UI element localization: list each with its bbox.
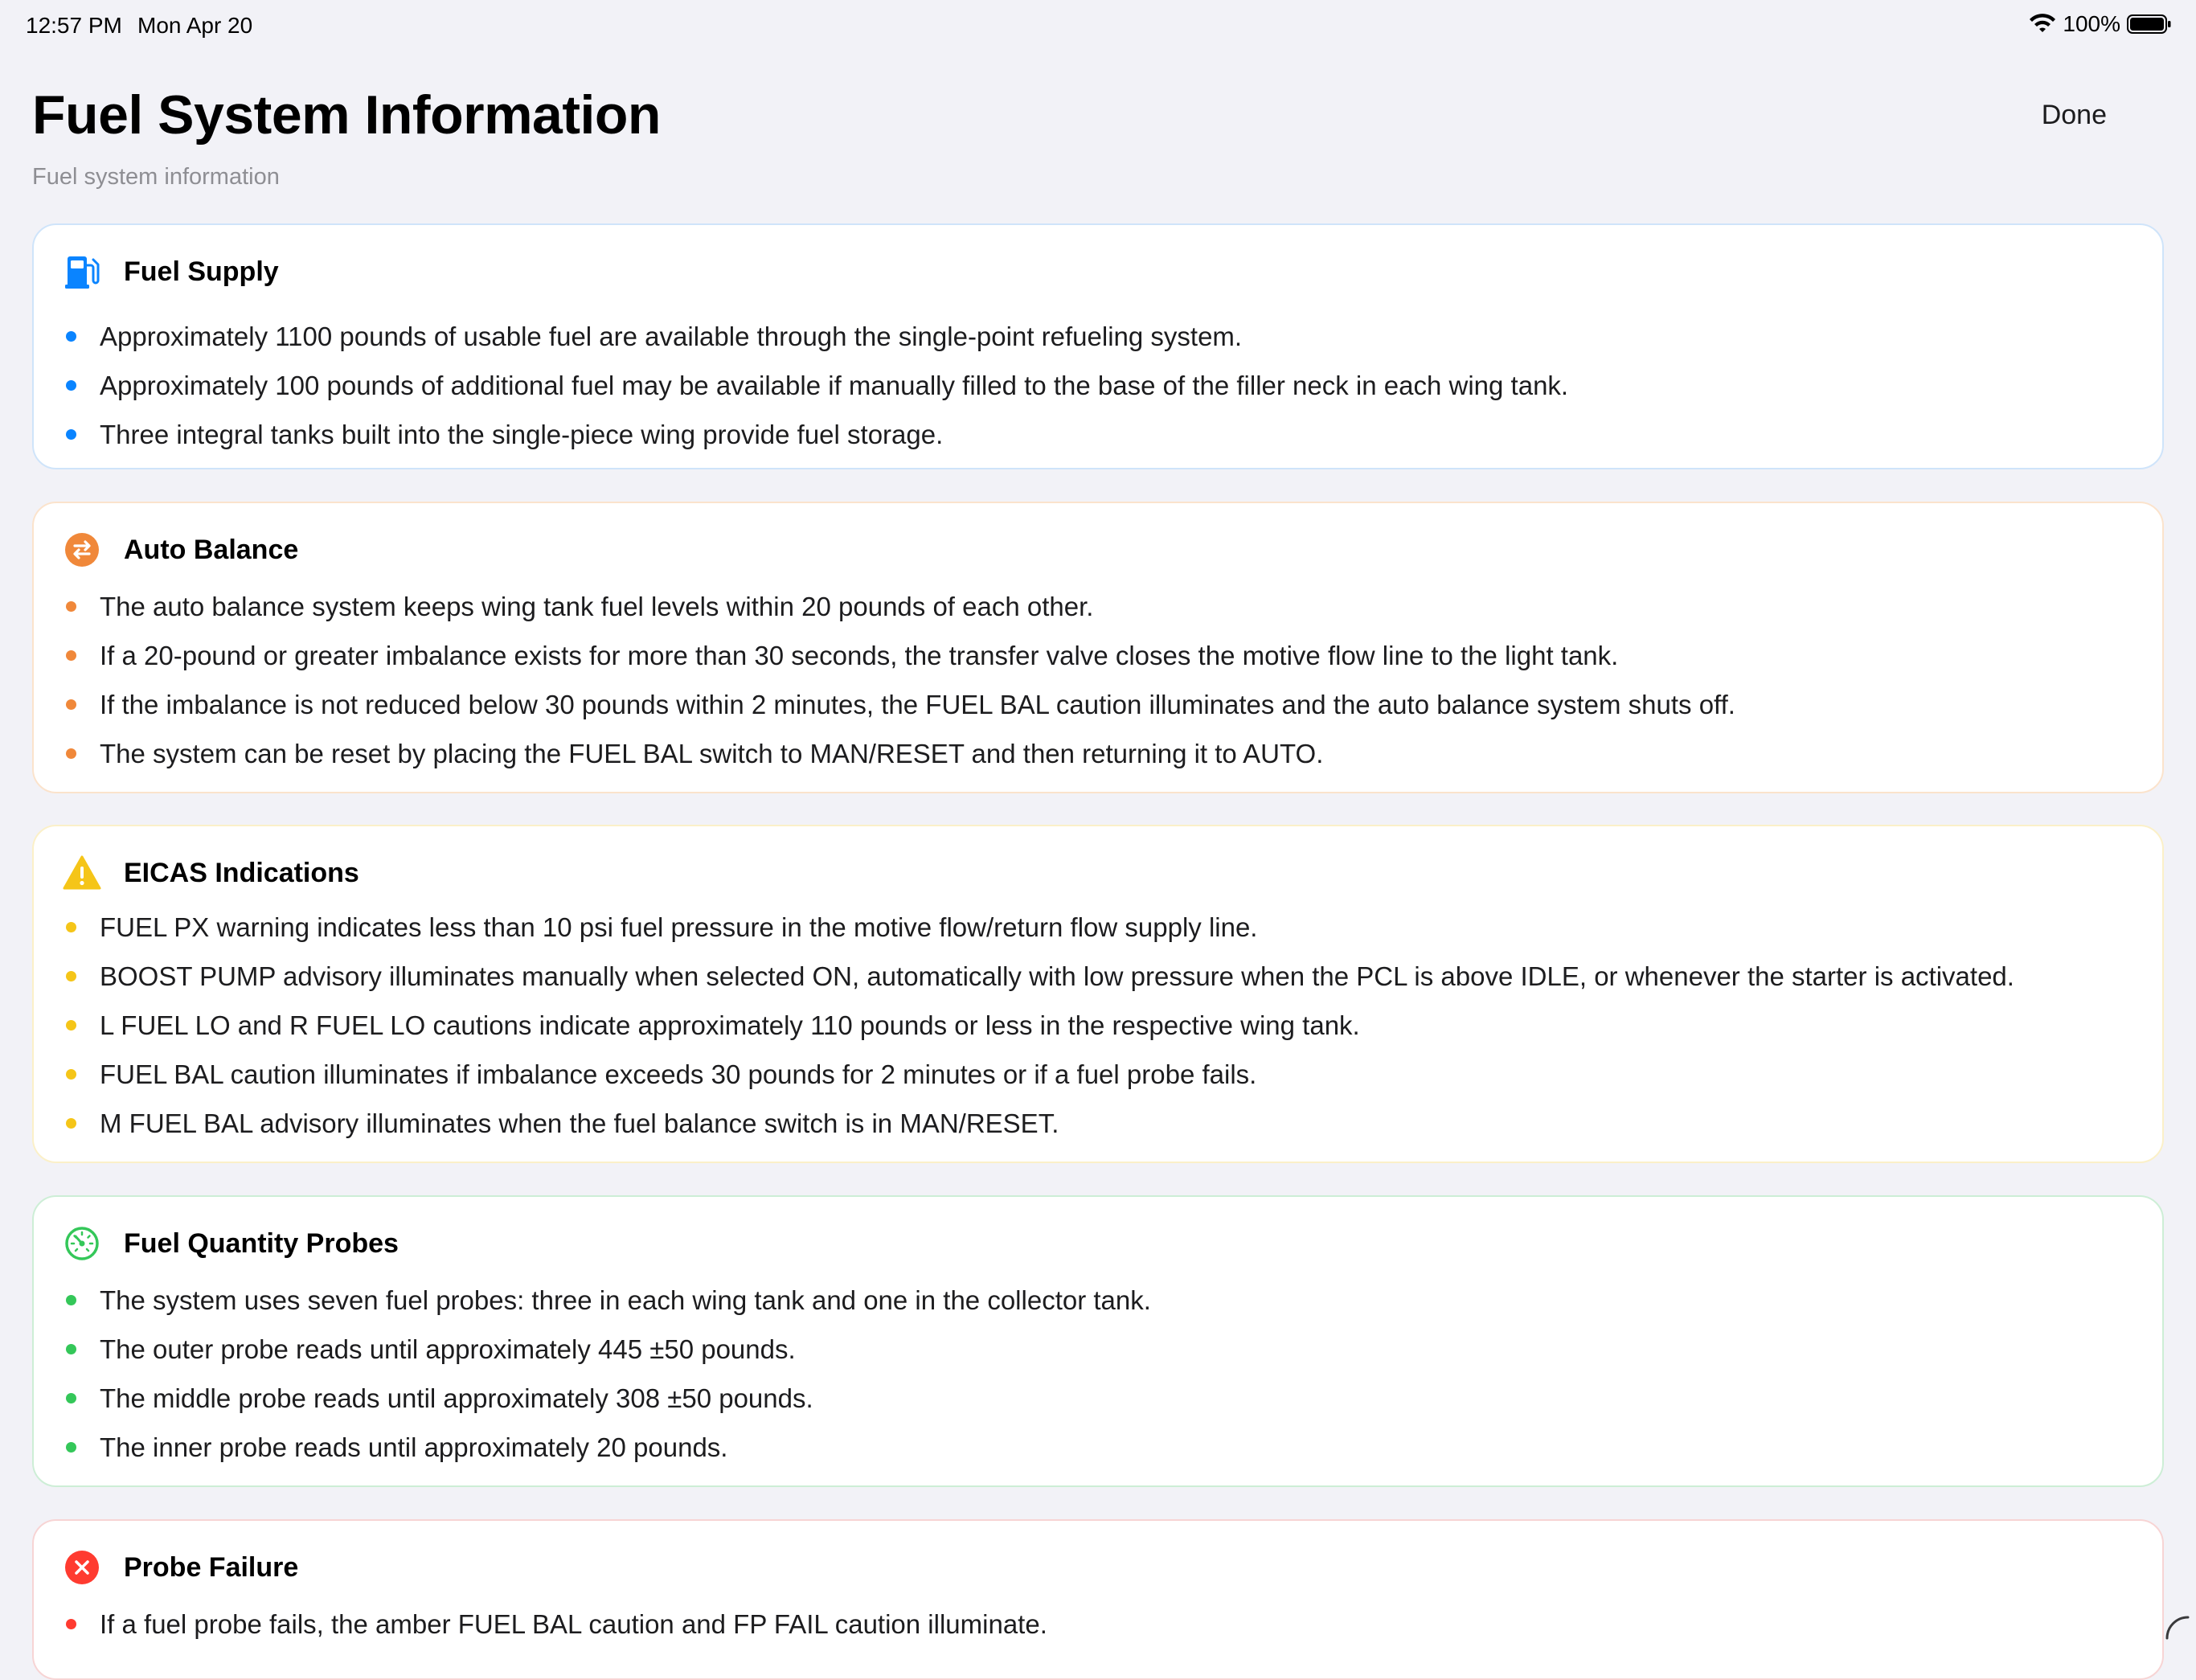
list-item [59,729,2137,778]
status-bar [0,0,2196,51]
section-title: EICAS Indications [124,858,359,889]
list-item [59,1276,2137,1325]
section-card-fuel-quantity-probes [32,1195,2164,1487]
section-header [63,529,298,571]
scroll-indicator-icon [2164,1614,2191,1641]
list-item [59,1001,2137,1050]
section-title: Auto Balance [124,535,298,566]
bullet-dot [66,1295,76,1305]
bullet-dot [66,748,76,759]
bullet-dot [66,429,76,440]
warning-triangle-icon [63,854,101,892]
bullet-dot [66,1020,76,1031]
bullet-dot [66,1619,76,1629]
status-date: Mon Apr 20 [137,13,252,39]
fuel-pump-icon [63,252,101,291]
list-item-text: If the imbalance is not reduced below 30 pounds within 2 minutes, the FUEL BAL caution illuminates and the auto balance system shuts off. [100,690,1735,720]
bullet-dot [66,601,76,612]
bullet-dot [66,331,76,342]
list-item-text: If a 20-pound or greater imbalance exists for more than 30 seconds, the transfer valve closes the motive flow line to the light tank. [100,641,1618,671]
bullet-dot [66,380,76,391]
bullet-dot [66,650,76,661]
bullet-dot [66,922,76,932]
section-header [63,852,359,894]
battery-percent: 100% [2063,11,2120,37]
section-title: Probe Failure [124,1552,298,1584]
section-header [63,1223,399,1264]
list-item [59,1099,2137,1148]
status-time: 12:57 PM [26,13,122,39]
list-item-text: FUEL BAL caution illuminates if imbalance exceeds 30 pounds for 2 minutes or if a fuel probe fails. [100,1059,1256,1090]
section-header [63,1547,298,1588]
list-item-text: The outer probe reads until approximately 445 ±50 pounds. [100,1334,796,1365]
list-item [59,312,2137,361]
section-title: Fuel Quantity Probes [124,1228,399,1260]
list-item [59,410,2137,459]
list-item [59,361,2137,410]
list-item-text: Approximately 1100 pounds of usable fuel are available through the single-point refueling system. [100,322,1242,352]
list-item-text: Approximately 100 pounds of additional fuel may be available if manually filled to the base of the filler neck in each wing tank. [100,371,1568,401]
list-item-text: L FUEL LO and R FUEL LO cautions indicate approximately 110 pounds or less in the respective wing tank. [100,1010,1360,1041]
bullet-list [59,312,2137,459]
list-item-text: The auto balance system keeps wing tank fuel levels within 20 pounds of each other. [100,592,1093,622]
list-item [59,952,2137,1001]
bullet-list [59,903,2137,1148]
list-item [59,582,2137,631]
bullet-dot [66,1118,76,1129]
list-item-text: FUEL PX warning indicates less than 10 psi fuel pressure in the motive flow/return flow supply line. [100,912,1257,943]
balance-arrows-icon [63,531,101,569]
list-item [59,680,2137,729]
list-item-text: The inner probe reads until approximately 20 pounds. [100,1432,727,1463]
wifi-icon [2029,14,2056,35]
bullet-dot [66,1442,76,1453]
bullet-list [59,1600,2137,1649]
status-indicators [2029,11,2172,37]
bullet-dot [66,699,76,710]
page-subtitle: Fuel system information [32,164,280,191]
section-card-eicas-indications [32,825,2164,1163]
section-title: Fuel Supply [124,256,279,288]
list-item [59,1050,2137,1099]
section-card-probe-failure [32,1519,2164,1680]
list-item [59,631,2137,680]
list-item-text: The system uses seven fuel probes: three in each wing tank and one in the collector tank. [100,1285,1151,1316]
section-card-auto-balance [32,502,2164,793]
section-header [63,251,279,293]
list-item [59,1374,2137,1423]
list-item [59,1423,2137,1472]
done-button[interactable]: Done [2042,100,2107,131]
page-title: Fuel System Information [32,84,661,146]
list-item [59,1600,2137,1649]
gauge-icon [63,1224,101,1263]
list-item-text: The system can be reset by placing the FUEL BAL switch to MAN/RESET and then returning it to AUTO. [100,739,1323,769]
bullet-list [59,582,2137,778]
list-item-text: M FUEL BAL advisory illuminates when the fuel balance switch is in MAN/RESET. [100,1108,1059,1139]
list-item-text: Three integral tanks built into the single-piece wing provide fuel storage. [100,420,943,450]
bullet-list [59,1276,2137,1472]
battery-icon [2127,14,2172,35]
bullet-dot [66,1344,76,1354]
list-item-text: If a fuel probe fails, the amber FUEL BAL caution and FP FAIL caution illuminate. [100,1609,1047,1640]
bullet-dot [66,1393,76,1403]
bullet-dot [66,1069,76,1080]
list-item [59,903,2137,952]
list-item-text: The middle probe reads until approximately 308 ±50 pounds. [100,1383,813,1414]
section-card-fuel-supply [32,223,2164,469]
bullet-dot [66,971,76,981]
list-item [59,1325,2137,1374]
x-circle-icon [63,1548,101,1587]
list-item-text: BOOST PUMP advisory illuminates manually when selected ON, automatically with low pressure when the PCL is above IDLE, or whenever the starter is activated. [100,961,2014,992]
